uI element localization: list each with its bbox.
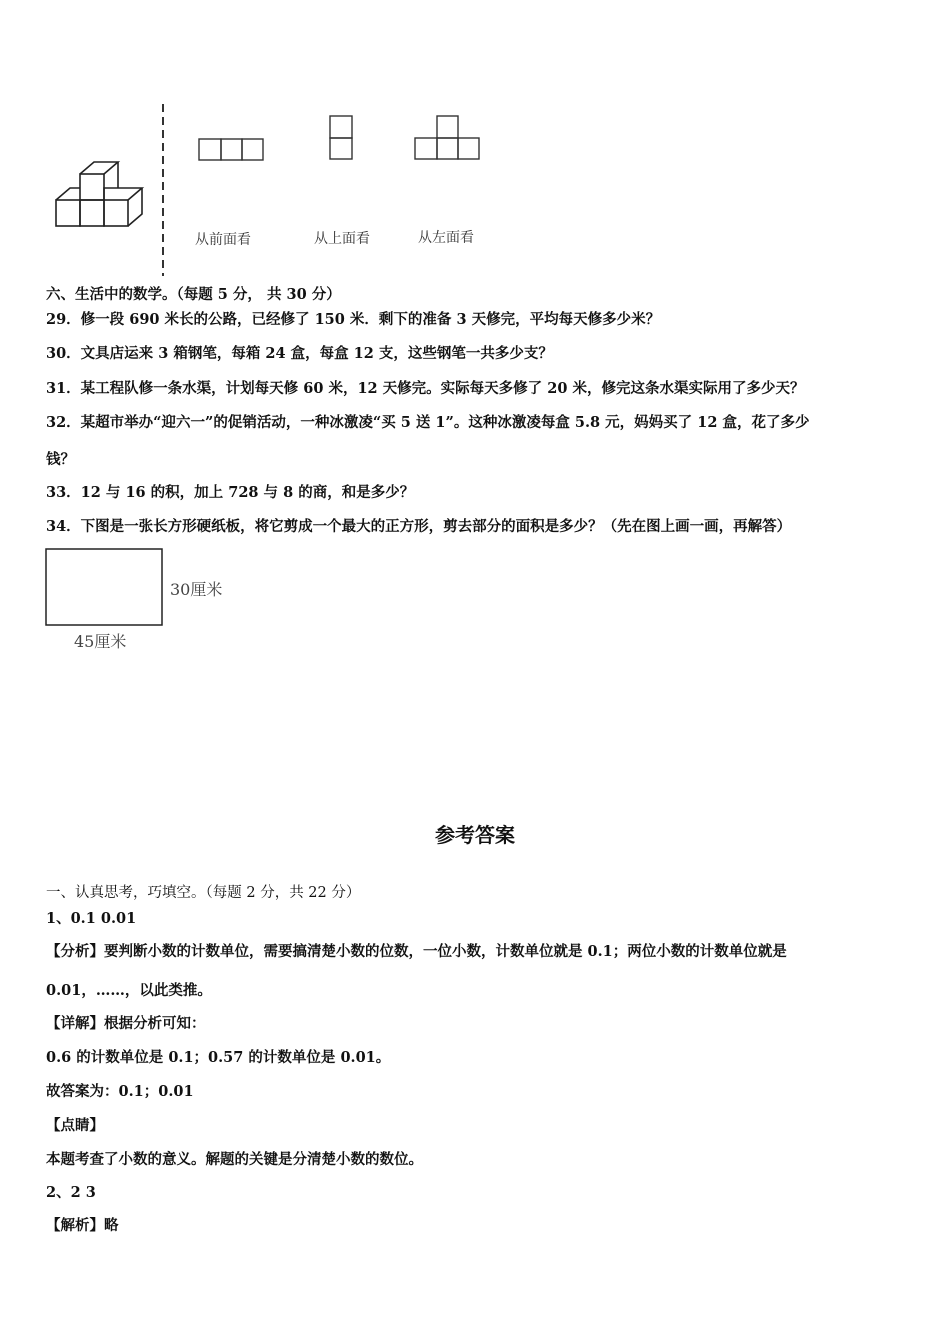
question-29: 29．修一段 690 米长的公路，已经修了 150 米．剩下的准备 3 天修完，平均每天修多少米？ <box>46 311 661 328</box>
question-32-line2: 钱？ <box>46 451 75 468</box>
rect-width-label: 45厘米 <box>74 632 127 651</box>
answer-1-point-title: 【点睛】 <box>46 1117 104 1134</box>
answers-title: 参考答案 <box>435 823 515 847</box>
cube-stack-figure <box>50 158 150 230</box>
top-view-grid <box>329 115 355 161</box>
question-34: 34．下图是一张长方形硬纸板，将它剪成一个最大的正方形，剪去部分的面积是多少？（先在图上画一画，再解答） <box>46 518 792 535</box>
dashed-divider <box>160 104 166 276</box>
answer-1-detail: 【详解】根据分析可知： <box>46 1015 206 1032</box>
answers-section1-header: 一、认真思考，巧填空。（每题 2 分，共 22 分） <box>46 885 361 901</box>
top-view-label: 从上面看 <box>314 231 370 247</box>
answer-1-detail2: 0.6 的计数单位是 0.1；0.57 的计数单位是 0.01。 <box>46 1049 391 1066</box>
question-30: 30．文具店运来 3 箱钢笔，每箱 24 盒，每盒 12 支，这些钢笔一共多少支？ <box>46 345 553 362</box>
question-32-line1: 32．某超市举办“迎六一”的促销活动，一种冰激凌“买 5 送 1”。这种冰激凌每盒 5.8 元，妈妈买了 12 盒，花了多少 <box>46 414 810 431</box>
cardboard-rectangle <box>45 548 165 628</box>
answer-1-point: 本题考查了小数的意义。解题的关键是分清楚小数的数位。 <box>46 1151 423 1168</box>
answer-1: 1、0.1 0.01 <box>46 910 137 927</box>
left-view-grid <box>414 115 482 161</box>
answer-2-analysis: 【解析】略 <box>46 1217 119 1234</box>
answer-1-final: 故答案为：0.1；0.01 <box>46 1083 194 1100</box>
rect-height-label: 30厘米 <box>170 580 223 599</box>
front-view-label: 从前面看 <box>195 232 251 248</box>
question-31: 31．某工程队修一条水渠，计划每天修 60 米，12 天修完。实际每天多修了 20 米，修完这条水渠实际用了多少天？ <box>46 380 805 397</box>
answer-2: 2、2 3 <box>46 1184 96 1201</box>
answer-1-analysis-line1: 【分析】要判断小数的计数单位，需要搞清楚小数的位数，一位小数，计数单位就是 0.1；两位小数的计数单位就是 <box>46 943 787 960</box>
front-view-grid <box>198 138 266 162</box>
section6-header: 六、生活中的数学。（每题 5 分， 共 30 分） <box>46 286 341 303</box>
answer-1-analysis-line2: 0.01，……，以此类推。 <box>46 982 212 999</box>
question-33: 33．12 与 16 的积，加上 728 与 8 的商，和是多少？ <box>46 484 415 501</box>
left-view-label: 从左面看 <box>418 230 474 246</box>
